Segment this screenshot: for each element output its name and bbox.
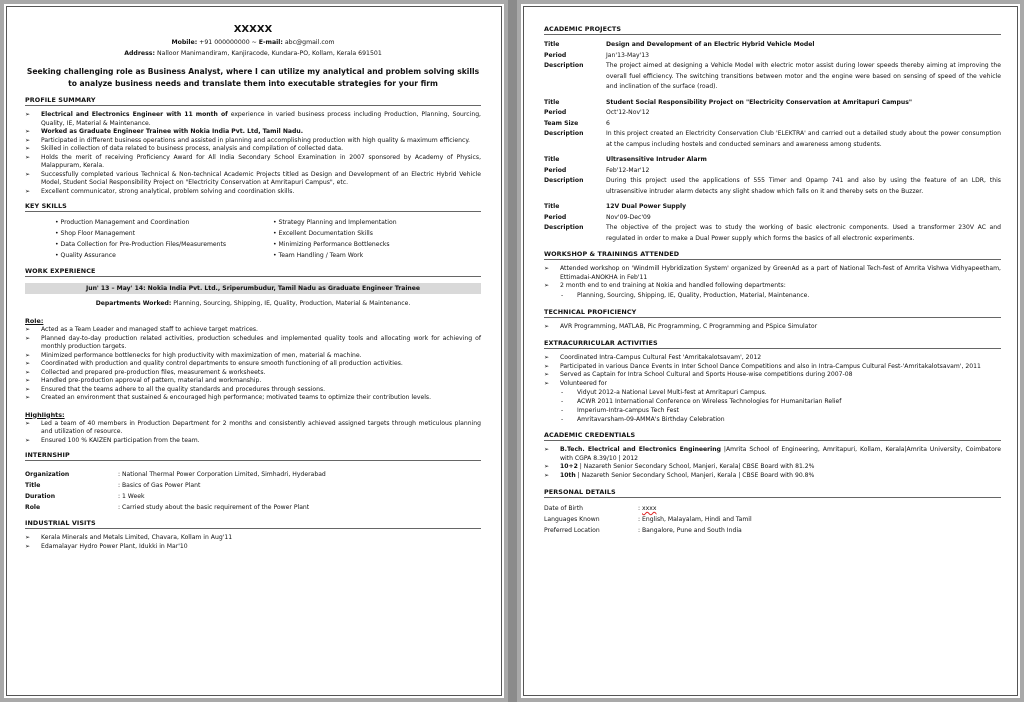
page-2-border (523, 6, 1018, 696)
resume-page-2 (521, 4, 1020, 698)
departments-worked (25, 300, 481, 307)
languages-value: : English, Malayalam, Hindi and Tamil (638, 516, 752, 523)
skill-item: • Quality Assurance (55, 250, 263, 261)
profile-item: ➢ Worked as Graduate Engineer Trainee with Nokia India Pvt. Ltd, Tamil Nadu. (25, 128, 481, 137)
role-item: ➢ Ensured that the teams adhere to all the quality standards and procedures through sessions. (25, 386, 481, 395)
career-objective: Seeking challenging role as Business Analyst, where I can utilize my analytical and problem solving skills to analyze business needs and translate them into executable strategies for your firm (26, 67, 480, 88)
highlight-item: ➢ Led a team of 40 members in Production Department for 2 months and consistently achieved assigned targets through meticulous planning and utilization of resource. (25, 420, 481, 437)
role-item: ➢ Minimized performance bottlenecks for high productivity with maximization of men, material & machine. (25, 352, 481, 361)
internship-key: Title (25, 482, 41, 489)
volunteer-sublist (544, 388, 1001, 424)
project-period: Feb'12-Mar'12 (606, 166, 650, 174)
skill-item: • Minimizing Performance Bottlenecks (273, 239, 481, 250)
profile-summary-list (25, 111, 481, 196)
workshop-subitem: - Planning, Sourcing, Shipping, IE, Quality, Production, Material, Maintenance. (544, 291, 1001, 300)
project-title: Student Social Responsibility Project on "Electricity Conservation at Amritapuri Campus" (606, 98, 913, 106)
profile-item: ➢ Excellent communicator, strong analytical, problem solving and coordination skills. (25, 188, 481, 197)
role-list (25, 326, 481, 403)
technical-list (544, 323, 1001, 332)
technical-item: ➢ AVR Programming, MATLAB, Pic Programming, C Programming and PSpice Simulator (544, 323, 1001, 332)
role-item: ➢ Acted as a Team Leader and managed staff to achieve target matrices. (25, 326, 481, 335)
project-description: During this project used the applications of 555 Timer and Opamp 741 and also by using the feature of an LDR, this ultrasensitive intruder alarm detects any slight shadow which falls on it and thereby sets on the Buzzer. (606, 177, 1001, 195)
workshop-sublist (544, 291, 1001, 300)
project-period: Jan'13-May'13 (606, 51, 650, 59)
extracurricular-heading: EXTRACURRICULAR ACTIVITIES (544, 339, 1001, 349)
extracurricular-list (544, 354, 1001, 388)
extracurricular-item: ➢ Participated in various Dance Events in Inter School Dance Competitions and also in Intra-Campus Cultural Fest-'Amritakalotsavam', 2011 (544, 363, 1001, 372)
departments-value: Planning, Sourcing, Shipping, IE, Quality, Production, Material & Maintenance. (173, 300, 411, 307)
credential-item: ➢ 10th | Nazareth Senior Secondary School, Manjeri, Kerala | CBSE Board with 90.8% (544, 472, 1001, 481)
internship-heading: INTERNSHIP (25, 451, 481, 461)
profile-item: ➢ Electrical and Electronics Engineer with 11 month of experience in varied business process including Production, Planning, Sourcing, Quality, IE, Material & Maintenance. (25, 111, 481, 128)
departments-label: Departments Worked: (95, 300, 172, 307)
internship-key: Organization (25, 471, 70, 478)
volunteer-item: - ACWR 2011 International Conference on Wireless Technologies for Humanitarian Relief (544, 397, 1001, 406)
profile-item: ➢ Skilled in collection of data related to business process, analysis and compilation of collected data. (25, 145, 481, 154)
dob-value: : xxxx (638, 505, 657, 512)
page-gutter (508, 0, 517, 702)
extracurricular-item: ➢ Coordinated Intra-Campus Cultural Fest 'Amritakalotsavam', 2012 (544, 354, 1001, 363)
highlights-label: Highlights: (25, 410, 65, 419)
extracurricular-item: ➢ Volunteered for (544, 380, 1001, 389)
address-line (25, 48, 481, 59)
skill-item: • Strategy Planning and Implementation (273, 217, 481, 228)
internship-value: : 1 Week (118, 493, 145, 500)
mobile-label: Mobile: (171, 39, 198, 46)
dob-label: Date of Birth (544, 505, 583, 512)
internship-value: : National Thermal Power Corporation Limited, Simhadri, Hyderabad (118, 471, 326, 478)
role-item: ➢ Handled pre-production approval of pattern, material and workmanship. (25, 377, 481, 386)
profile-item: ➢ Successfully completed various Technical & Non-technical Academic Projects titled as Design and Development of an Electric Hybrid Vehicle Model, Student Social Responsibility Project on "Electricity Conservation at Amritapuri Campus", etc. (25, 171, 481, 188)
project-description: In this project created an Electricity Conservation Club 'ELEKTRA' and carried out a detailed study about the power consumption at the campus including hostels and conducted seminars and awareness among students. (606, 130, 1001, 148)
internship-value: : Basics of Gas Power Plant (118, 482, 201, 489)
experience-banner: Jun' 13 – May' 14: Nokia India Pvt. Ltd., Sriperumbudur, Tamil Nadu as Graduate Engineer Trainee (25, 283, 481, 294)
project-period: Nov'09-Dec'09 (606, 213, 651, 221)
location-label: Preferred Location (544, 527, 600, 534)
project-team-size: 6 (606, 119, 610, 127)
project-block: Title 12V Dual Power Supply Period Nov'09-Dec'09 Description The objective of the project was to study the working of basic electronic components. Used a transformer 230V AC and regulated in order to make a Dual Power supply which forms the basics of all electronic experiments. (544, 202, 1001, 244)
role-item: ➢ Planned day-to-day production related activities, production schedules and implemented quality tools and allocating work for achieving of monthly production targets. (25, 335, 481, 352)
workshops-list (544, 265, 1001, 291)
extracurricular-item: ➢ Served as Captain for Intra School Cultural and Sports House-wise competitions during 2007-08 (544, 371, 1001, 380)
email-label: E-mail: (258, 39, 283, 46)
contact-line (25, 37, 481, 48)
mobile-number: +91 000000000 (199, 39, 250, 46)
personal-details (544, 503, 1001, 536)
technical-proficiency-heading: TECHNICAL PROFICIENCY (544, 308, 1001, 318)
project-title: Design and Development of an Electric Hybrid Vehicle Model (606, 41, 815, 48)
project-title: Ultrasensitive Intruder Alarm (606, 156, 707, 163)
skill-item: • Excellent Documentation Skills (273, 228, 481, 239)
internship-key: Duration (25, 493, 56, 500)
workshop-item: ➢ Attended workshop on 'Windmill Hybridization System' organized by GreenAd as a part of National Tech-fest of Amrita Vishwa Vidhyapeetham, Ettimadai-ANOKHA in Feb'11 (544, 265, 1001, 282)
address-label: Address: (124, 50, 155, 57)
project-block: Title Ultrasensitive Intruder Alarm Period Feb'12-Mar'12 Description During this project used the applications of 555 Timer and Opamp 741 and also by using the feature of an LDR, this ultrasensitive intruder alarm detects any slight shadow which falls on it and thereby sets on the Buzzer. (544, 155, 1001, 197)
contact-separator: ~ (251, 39, 257, 46)
project-block: Title Design and Development of an Electric Hybrid Vehicle Model Period Jan'13-May'13 Description The project aimed at designing a Vehicle Model with electric motor assist during lower speeds thereby aiming at improving the overall fuel efficiency. The switching transitions between motor and the engine were based on sensing of speed of the vehicle and inclination of the surface (road). (544, 40, 1001, 93)
work-experience-heading: WORK EXPERIENCE (25, 267, 481, 277)
role-label: Role: (25, 317, 44, 325)
address-value: Nalloor Manimandiram, Kanjiracode, Kundara-PO, Kollam, Kerala 691501 (156, 50, 382, 57)
academic-projects-heading: ACADEMIC PROJECTS (544, 25, 1001, 35)
visit-item: ➢ Edamalayar Hydro Power Plant, Idukki in Mar'10 (25, 543, 481, 552)
credentials-list (544, 446, 1001, 480)
workshops-heading: WORKSHOP & TRAININGS ATTENDED (544, 250, 1001, 260)
email-address: abc@gmail.com (284, 39, 335, 46)
key-skills-heading: KEY SKILLS (25, 202, 481, 212)
internship-value: : Carried study about the basic requirement of the Power Plant (118, 504, 310, 511)
visit-item: ➢ Kerala Minerals and Metals Limited, Chavara, Kollam in Aug'11 (25, 534, 481, 543)
profile-summary-heading: PROFILE SUMMARY (25, 96, 481, 106)
candidate-name: XXXXX (233, 24, 273, 35)
resume-page-1 (4, 4, 504, 698)
project-description: The objective of the project was to study the working of basic electronic components. Used a transformer 230V AC and regulated in order to make a Dual Power supply which forms the basics of all electronic experiments. (606, 224, 1001, 242)
credential-item: ➢ 10+2 | Nazareth Senior Secondary School, Manjeri, Kerala| CBSE Board with 81.2% (544, 463, 1001, 472)
role-item: ➢ Created an environment that sustained & encouraged high performance; motivated teams to optimize their contribution levels. (25, 394, 481, 403)
skill-item: • Production Management and Coordination (55, 217, 263, 228)
workshop-item: ➢ 2 month end to end training at Nokia and handled following departments: (544, 282, 1001, 291)
volunteer-item: - Amritavarsham-09-AMMA's Birthday Celebration (544, 415, 1001, 424)
profile-item: ➢ Holds the merit of receiving Proficiency Award for All India Secondary School Examination in 2007 sponsored by Academy of Physics, Malappuram, Kerala. (25, 154, 481, 171)
role-item: ➢ Coordinated with production and quality control departments to ensure smooth functioning of all production activities. (25, 360, 481, 369)
page-1-border (6, 6, 502, 696)
volunteer-item: - Vidyut 2012-a National Level Multi-fest at Amritapuri Campus. (544, 388, 1001, 397)
location-value: : Bangalore, Pune and South India (638, 527, 742, 534)
project-period: Oct'12-Nov'12 (606, 109, 650, 116)
profile-item: ➢ Participated in different business operations and assisted in planning and accomplishing production with high quality & maximum efficiency. (25, 137, 481, 146)
highlights-list (25, 420, 481, 446)
internship-key: Role (25, 504, 41, 511)
languages-label: Languages Known (544, 516, 600, 523)
project-title: 12V Dual Power Supply (606, 203, 687, 210)
academic-credentials-heading: ACADEMIC CREDENTIALS (544, 431, 1001, 441)
project-block: Title Student Social Responsibility Project on "Electricity Conservation at Amritapuri Campus" Period Oct'12-Nov'12 Team Size 6 Description In this project created an Electricity Conservation Club 'ELEKTRA' and carried out a detailed study about the power consumption at the campus including hostels and conducted seminars and awareness among students. (544, 98, 1001, 151)
credential-item: ➢ B.Tech. Electrical and Electronics Engineering |Amrita School of Engineering, Amritapuri, Kollam, Kerala|Amrita University, Coimbatore with CGPA 8.39/10 | 2012 (544, 446, 1001, 463)
volunteer-item: - Imperium-Intra-campus Tech Fest (544, 406, 1001, 415)
highlight-item: ➢ Ensured 100 % KAIZEN participation from the team. (25, 437, 481, 446)
skill-item: • Shop Floor Management (55, 228, 263, 239)
key-skills-grid (25, 217, 481, 261)
industrial-visits-list (25, 534, 481, 551)
personal-details-heading: PERSONAL DETAILS (544, 488, 1001, 498)
role-item: ➢ Collected and prepared pre-production files, measurement & worksheets. (25, 369, 481, 378)
internship-details (25, 469, 481, 513)
skill-item: • Data Collection for Pre-Production Files/Measurements (55, 239, 263, 250)
skill-item: • Team Handling / Team Work (273, 250, 481, 261)
industrial-visits-heading: INDUSTRIAL VISITS (25, 519, 481, 529)
project-description: The project aimed at designing a Vehicle Model with electric motor assist during lower speeds thereby aiming at improving the overall fuel efficiency. The switching transitions between motor and the engine were based on sensing of speed of the vehicle and inclination of the surface (road). (606, 62, 1001, 90)
